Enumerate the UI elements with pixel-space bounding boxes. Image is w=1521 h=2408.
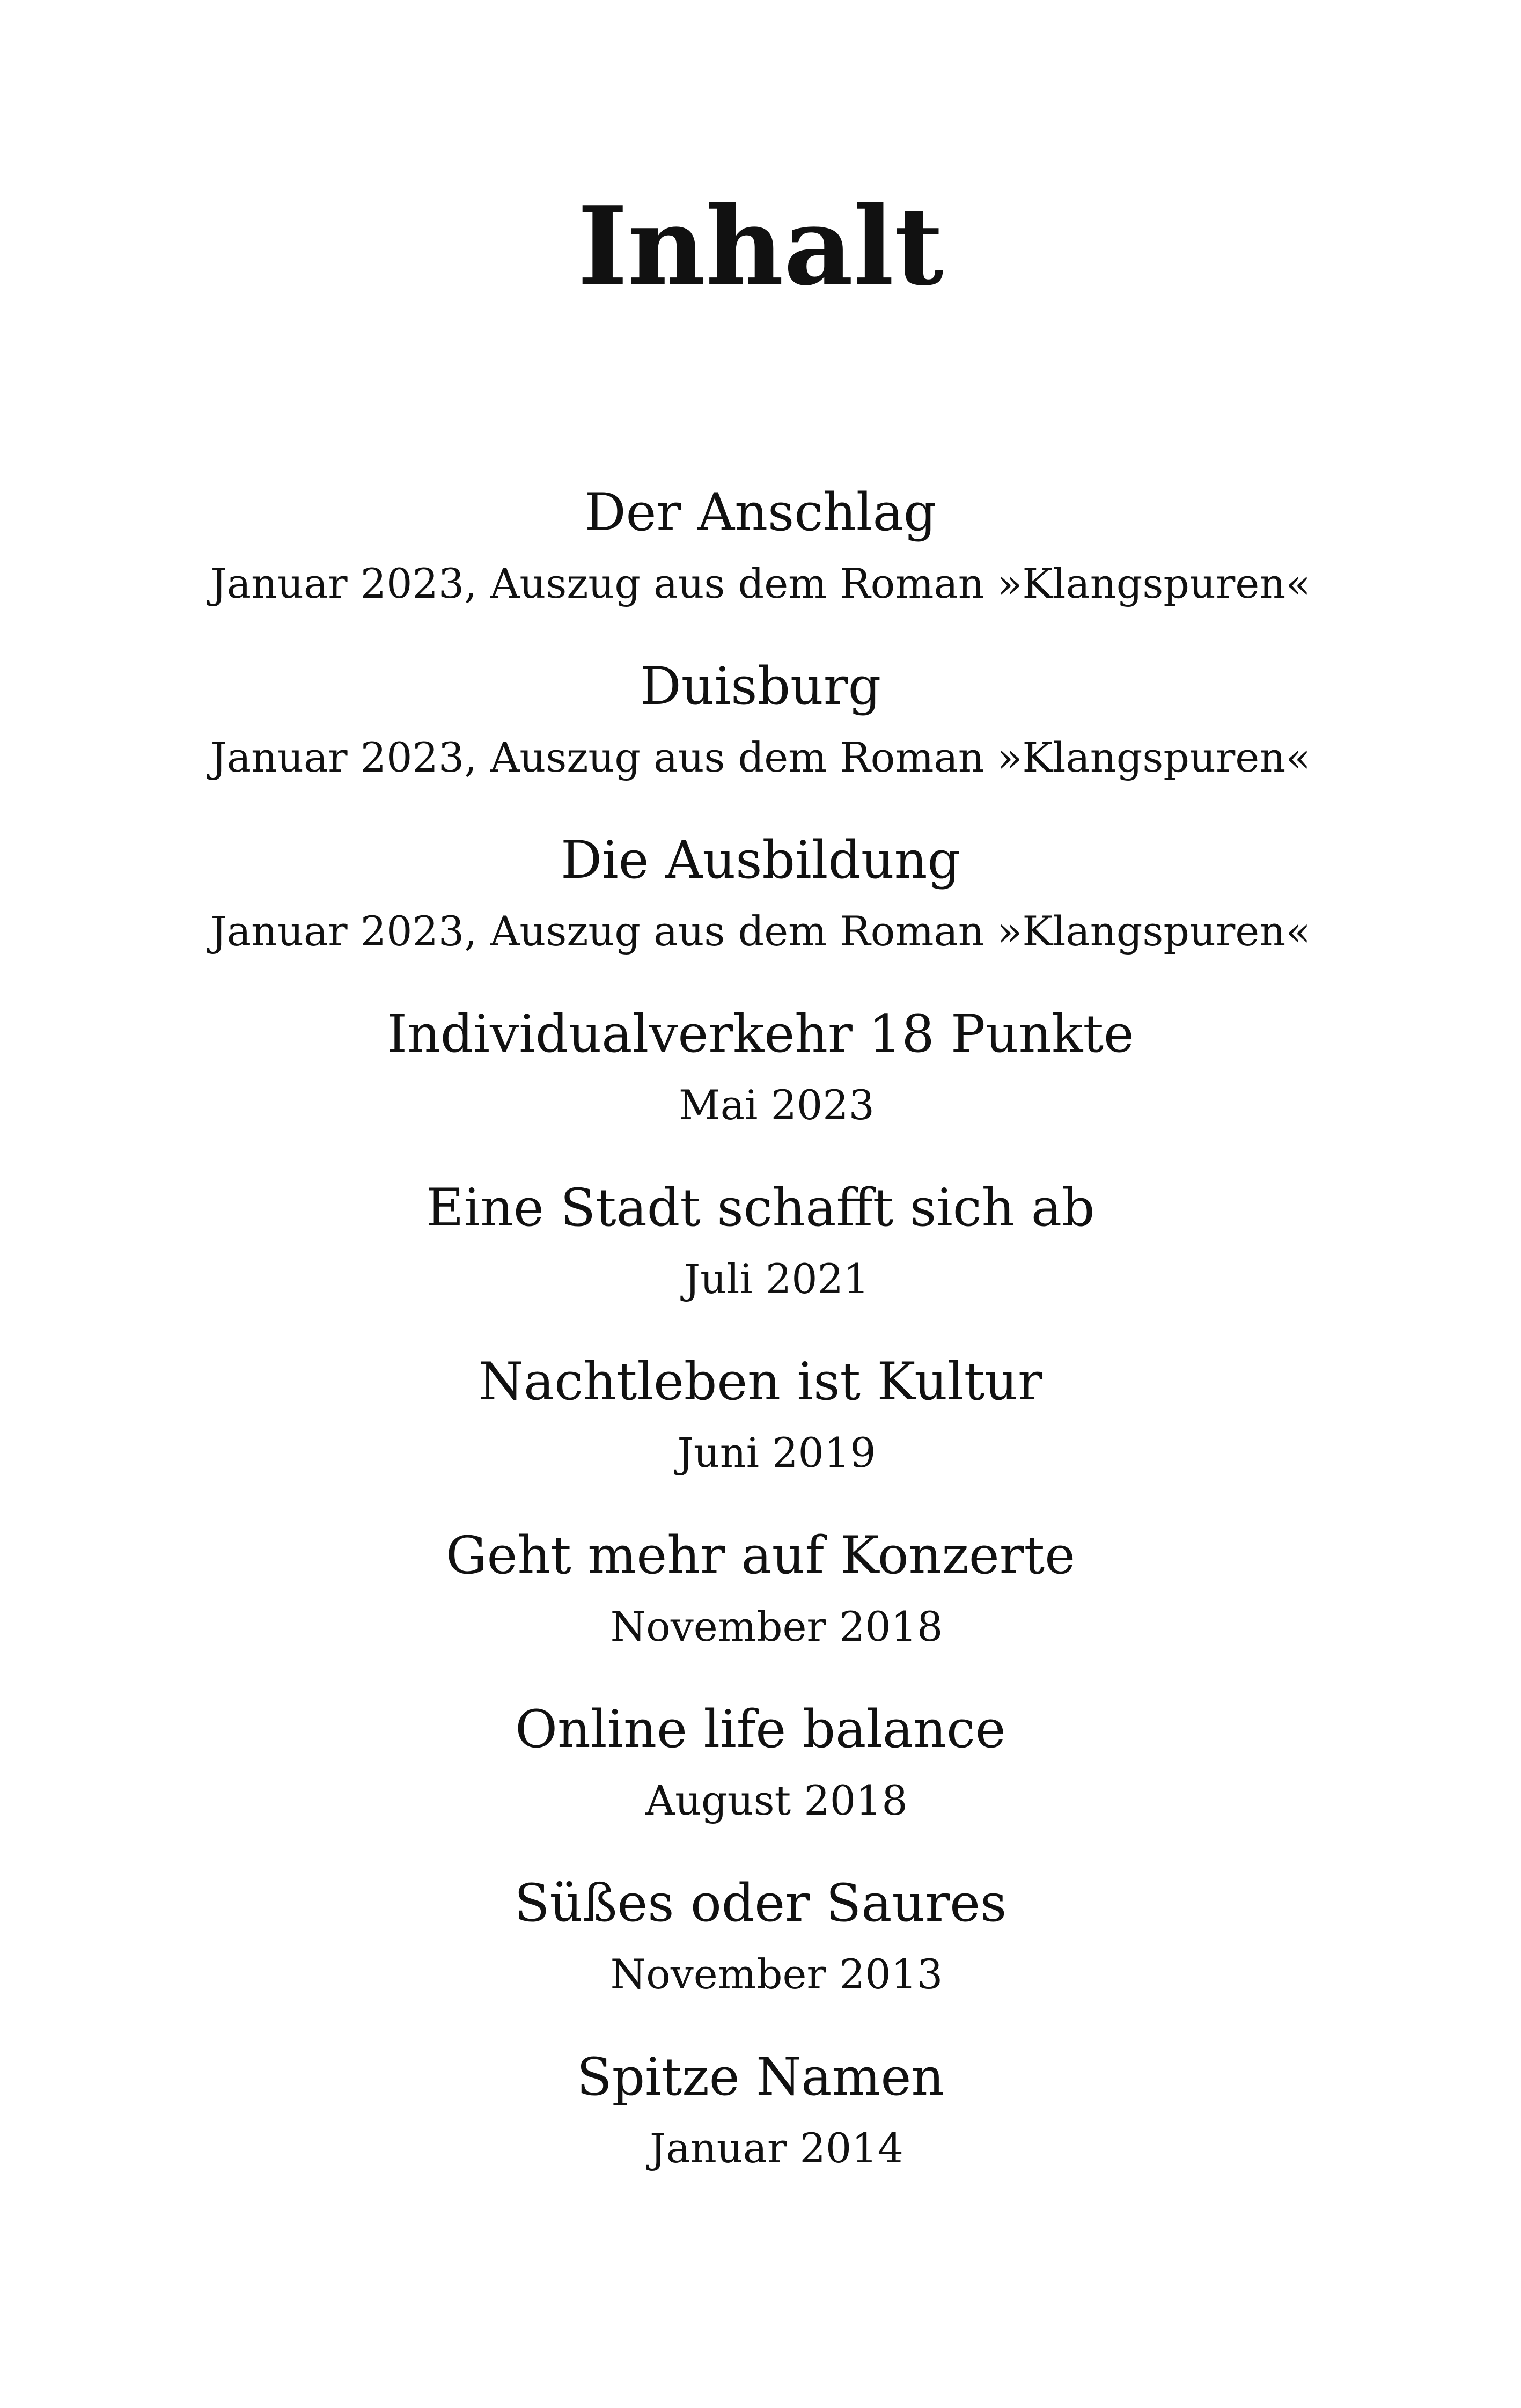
toc-entry-date: November 2018	[610, 1603, 943, 1650]
toc-entry-date: Januar 2023, Auszug aus dem Roman »Klangspuren«	[210, 907, 1311, 955]
toc-entry-title[interactable]: Spitze Namen	[576, 2047, 945, 2107]
page-title: Inhalt	[577, 183, 944, 310]
toc-entry-date: November 2013	[610, 1950, 943, 1998]
toc-entry-title[interactable]: Geht mehr auf Konzerte	[445, 1525, 1076, 1585]
toc-entry-konzerte[interactable]	[0, 1515, 1521, 1689]
table-of-contents	[0, 472, 1521, 2211]
toc-entry-title[interactable]: Süßes oder Saures	[514, 1873, 1007, 1933]
toc-entry-suesses-oder-saures[interactable]	[0, 1863, 1521, 2037]
toc-entry-nachtleben[interactable]	[0, 1341, 1521, 1515]
toc-entry-title[interactable]: Die Ausbildung	[561, 830, 960, 890]
toc-entry-der-anschlag[interactable]	[0, 472, 1521, 646]
toc-entry-date: August 2018	[645, 1776, 908, 1824]
toc-entry-eine-stadt[interactable]	[0, 1168, 1521, 1341]
toc-entry-individualverkehr[interactable]	[0, 994, 1521, 1168]
toc-entry-date: Juli 2021	[684, 1255, 870, 1303]
toc-entry-title[interactable]: Online life balance	[515, 1699, 1006, 1759]
toc-entry-die-ausbildung[interactable]	[0, 820, 1521, 994]
toc-entry-date: Januar 2014	[650, 2124, 903, 2172]
toc-entry-title[interactable]: Eine Stadt schafft sich ab	[426, 1178, 1095, 1238]
toc-entry-online-life-balance[interactable]	[0, 1689, 1521, 1863]
toc-entry-spitze-namen[interactable]	[0, 2037, 1521, 2211]
toc-entry-date: Mai 2023	[678, 1081, 875, 1129]
toc-entry-title[interactable]: Duisburg	[640, 656, 881, 716]
toc-entry-duisburg[interactable]	[0, 646, 1521, 820]
toc-entry-date: Januar 2023, Auszug aus dem Roman »Klangspuren«	[210, 733, 1311, 781]
toc-entry-title[interactable]: Der Anschlag	[584, 482, 937, 542]
toc-entry-date: Juni 2019	[677, 1429, 876, 1477]
toc-entry-title[interactable]: Nachtleben ist Kultur	[478, 1352, 1043, 1412]
toc-entry-date: Januar 2023, Auszug aus dem Roman »Klangspuren«	[210, 560, 1311, 607]
toc-entry-title[interactable]: Individualverkehr 18 Punkte	[387, 1004, 1134, 1064]
